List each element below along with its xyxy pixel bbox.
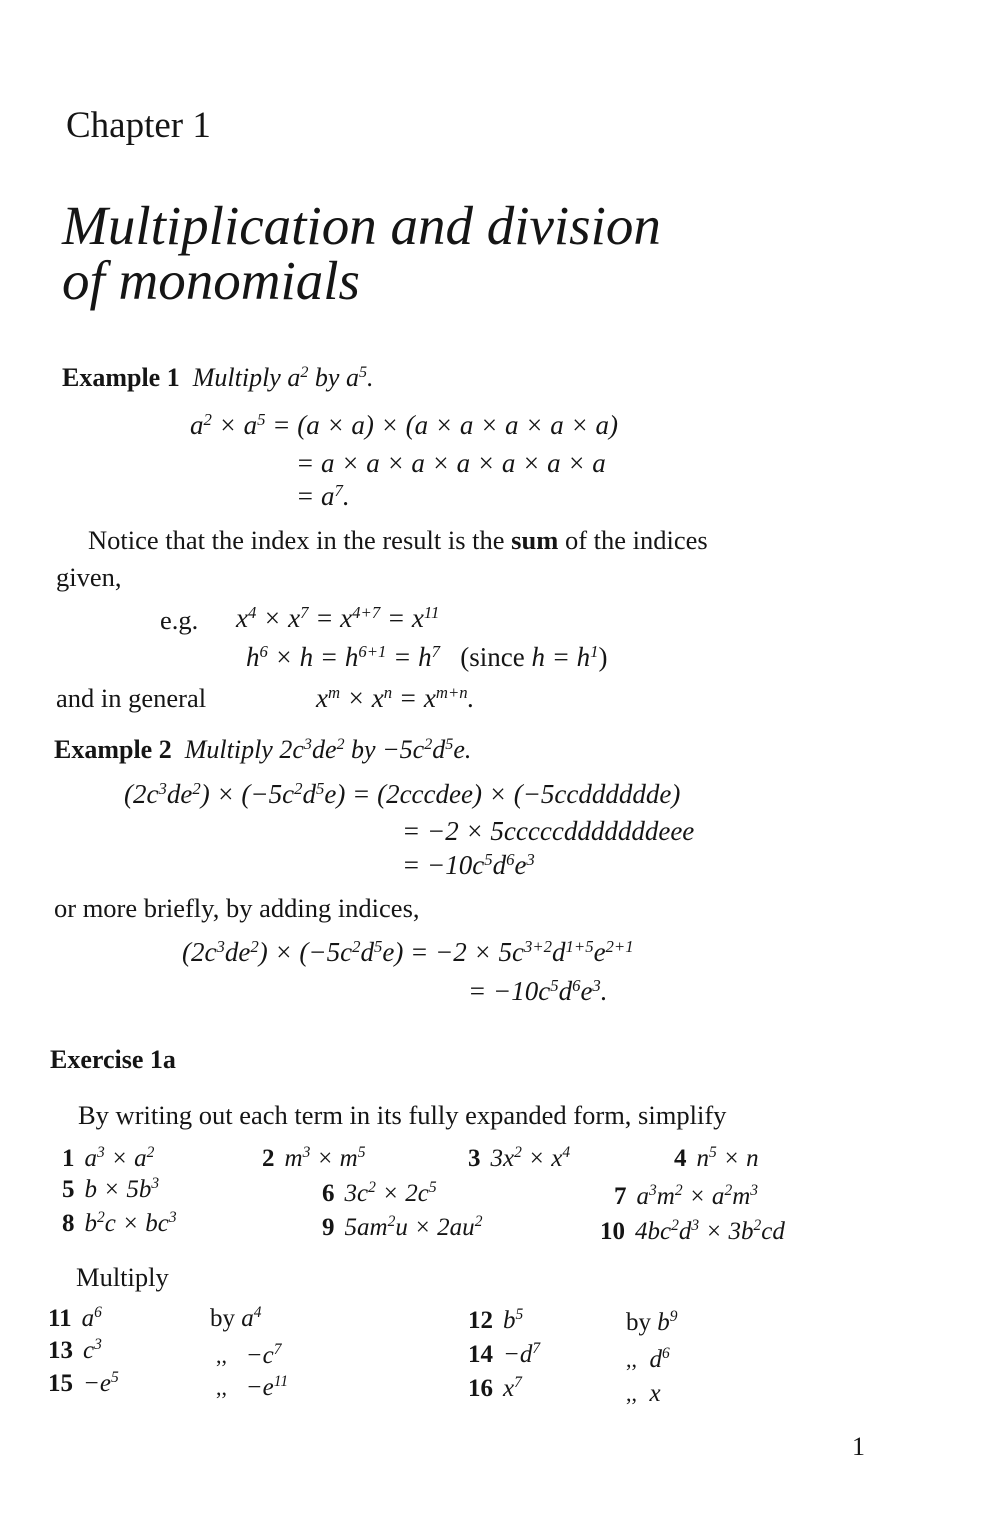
problem-4: 4 $n^5 \times n$ bbox=[674, 1144, 759, 1172]
notice-paragraph-line-2: given, bbox=[56, 562, 122, 592]
problem-16: 16 $x^7$ bbox=[468, 1374, 522, 1402]
problem-16-ditto: ,, x bbox=[626, 1380, 661, 1407]
problem-15-ditto: ,, $-e^{11}$ bbox=[216, 1373, 289, 1401]
example-1-label: Example 1 bbox=[62, 363, 180, 392]
notice-paragraph-line-1: Notice that the index in the result is the sum of the indices bbox=[88, 525, 708, 555]
problem-11-by: by $a^4$ bbox=[210, 1304, 262, 1332]
problem-3: 3 $3x^2 \times x^4$ bbox=[468, 1144, 571, 1172]
exercise-intro: By writing out each term in its fully expanded form, simplify bbox=[78, 1100, 727, 1130]
problem-12-by: by $b^9$ bbox=[626, 1308, 678, 1336]
chapter-label: Chapter 1 bbox=[66, 105, 211, 146]
example-2-line-2: = −2 × 5cccccdddddddeee bbox=[402, 816, 695, 846]
problem-11: 11 $a^6$ bbox=[48, 1304, 102, 1332]
briefly-text: or more briefly, by adding indices, bbox=[54, 893, 420, 923]
example-2-brief-line-1: $(2c^3de^2) \times (-5c^2d^5e) = -2 \times 5c^{3+2}d^{1+5}e^{2+1}$ bbox=[182, 936, 634, 967]
problem-15: $15 -e^5$ bbox=[48, 1369, 119, 1397]
general-rule-label: and in general bbox=[56, 683, 207, 713]
example-2-heading bbox=[54, 735, 471, 765]
example-2-line-3: = $-10c^5d^6e^3$ bbox=[402, 849, 535, 880]
eg-equation-1: $x^4 \times x^7 = x^{4+7} = x^{11}$ bbox=[236, 602, 440, 633]
problem-14-ditto: ,, $d^6$ bbox=[626, 1345, 670, 1373]
example-2-instruction: Multiply $2c^3de^2$ by $-5c^2d^5e$. bbox=[184, 735, 472, 764]
example-2-brief-line-2: = $-10c^5d^6e^3$. bbox=[468, 975, 608, 1006]
eg-equation-2: $h^6 \times h = h^{6+1} = h^7$ (since $h = h^1$) bbox=[246, 641, 608, 672]
problem-14: $14 -d^7$ bbox=[468, 1340, 541, 1368]
problem-9: 9 $5am^2u \times 2au^2$ bbox=[322, 1213, 483, 1241]
problem-6: 6 $3c^2 \times 2c^5$ bbox=[322, 1179, 437, 1207]
chapter-title-line-1: Multiplication and division bbox=[62, 195, 661, 256]
problem-2: 2 $m^3 \times m^5$ bbox=[262, 1144, 366, 1172]
chapter-title-line-2: of monomials bbox=[62, 250, 360, 311]
example-1-line-3: = $a^7$. bbox=[296, 480, 350, 511]
problem-12: 12 $b^5$ bbox=[468, 1306, 524, 1334]
problem-1: 1 $a^3 \times a^2$ bbox=[62, 1144, 155, 1172]
problem-5: 5 $b \times 5b^3$ bbox=[62, 1175, 160, 1203]
page-number: 1 bbox=[852, 1432, 865, 1461]
problem-10: 10 $4bc^2d^3 \times 3b^2cd$ bbox=[600, 1217, 785, 1245]
problem-13: 13 $c^3$ bbox=[48, 1336, 102, 1364]
example-1-instruction: Multiply $a^2$ by $a^5$. bbox=[192, 363, 374, 392]
example-2-line-1: $(2c^3de^2) \times (-5c^2d^5e)$ = (2cccdee) × (−5ccdddddde) bbox=[124, 778, 681, 809]
example-2-label: Example 2 bbox=[54, 735, 172, 764]
example-1-line-1: $a^2 \times a^5 = (a \times a) \times (a \times a \times a \times a \times a)$ bbox=[190, 409, 618, 440]
problem-13-ditto: ,, $-c^7$ bbox=[216, 1341, 282, 1369]
eg-label: e.g. bbox=[160, 605, 199, 635]
problem-8: 8 $b^2c \times bc^3$ bbox=[62, 1209, 177, 1237]
example-1-line-2: = a × a × a × a × a × a × a bbox=[296, 448, 606, 478]
exercise-title: Exercise 1a bbox=[50, 1045, 176, 1074]
problem-7: 7 $a^3m^2 \times a^2m^3$ bbox=[614, 1182, 758, 1210]
multiply-heading: Multiply bbox=[76, 1262, 169, 1292]
example-1-heading bbox=[62, 363, 374, 393]
general-rule-equation: $x^m \times x^n = x^{m+n}$. bbox=[316, 682, 475, 713]
